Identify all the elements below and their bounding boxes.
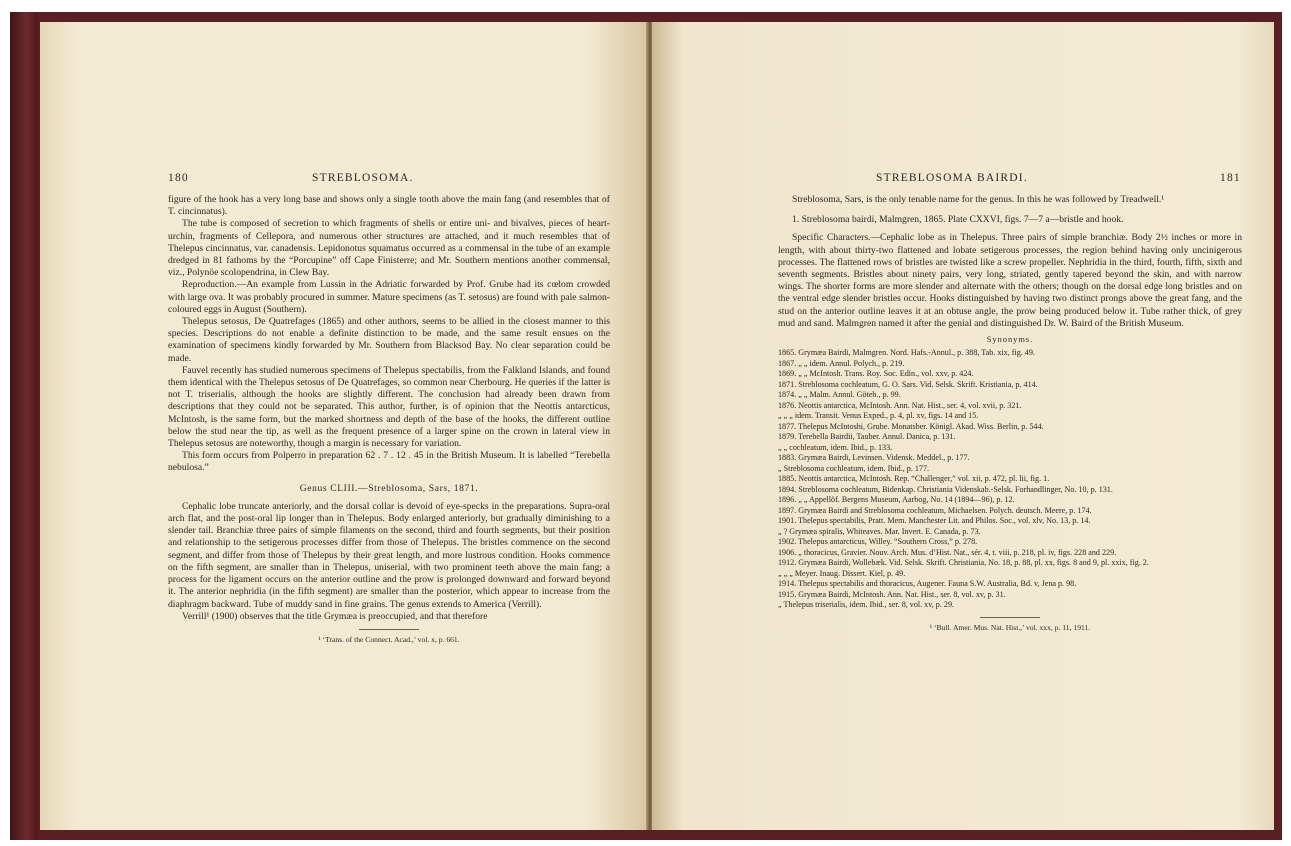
synonym-entry: 1885. Neottis antarctica, McIntosh. Rep. “Challenger,” vol. xii, p. 472, pl. lii, fig. 1. — [778, 474, 1050, 484]
synonym-entry: 1877. Thelepus McIntoshi, Grube. Monatsber. Königl. Akad. Wiss. Berlin, p. 544. — [778, 421, 1044, 431]
paragraph: Thelepus setosus, De Quatrefages (1865) and other authors, seems to be allied in the closest manner to this species. Descriptions do not enable a definite distinction to be made, and the same result ensues on the examination of specimens kindly forwarded by Mr. Southern from Blacksod Bay. No clear separation could be made. — [168, 316, 610, 364]
paragraph: This form occurs from Polperro in preparation 62 . 7 . 12 . 45 in the British Museum. It is labelled “Terebella nebulosa.” — [168, 450, 610, 474]
left-running-head: STREBLOSOMA. — [312, 172, 414, 184]
paragraph: Verrill¹ (1900) observes that the title Grymæa is preoccupied, and that therefore — [182, 610, 488, 622]
synonym-entry: 1869. „ „ McIntosh. Trans. Roy. Soc. Edin., vol. xxv, p. 424. — [778, 369, 974, 379]
synonyms-heading: Synonyms. — [986, 335, 1034, 345]
right-running-head: STREBLOSOMA BAIRDI. — [876, 172, 1028, 184]
book-cover-edge — [10, 12, 38, 840]
synonym-entry: 1879. Terebella Bairdii, Tauber. Annul. Danica, p. 131. — [778, 432, 956, 442]
synonym-entry: 1902. Thelepus antarcticus, Willey. “Southern Cross,” p. 278. — [778, 537, 978, 547]
footnote-rule — [980, 617, 1040, 618]
synonym-entry: 1865. Grymæa Bairdi, Malmgren. Nord. Hafs.-Annul., p. 388, Tab. xix, fig. 49. — [778, 348, 1035, 358]
right-page-number: 181 — [1220, 172, 1241, 184]
paragraph: figure of the hook has a very long base and shows only a single tooth above the main fang (and resembles that of T. cincinnatus). — [168, 194, 610, 218]
species-heading: 1. Streblosoma bairdi, Malmgren, 1865. Plate CXXVI, figs. 7—7 a—bristle and hook. — [792, 214, 1124, 226]
paragraph: Specific Characters.—Cephalic lobe as in Thelepus. Three pairs of simple branchiæ. Body 2½ inches or more in length, with about thirty-two flattened and lobate setigerous processes, the region behind having only uncinigerous processes. The flattened rows of bristles are twisted like a screw propeller. Nephridia in the third, fourth, fifth, sixth and seventh segments. Bristles about ninety pairs, very long, striated, gently tapered beyond the skin, and with narrow wings. The shorter forms are more slender and alternate with the others; though on the dorsal edge long bristles and on the ventral edge slender bristles occur. Hooks distinguished by having two distinct prongs above the great fang, and the stud on the anterior outline leaves it at an obtuse angle, the prow being produced below it. Tube rather thick, of grey mud and sand. Malmgren named it after the genial and distinguished Dr. W. Baird of the British Museum. — [778, 232, 1242, 329]
synonym-entry: 1867. „ „ idem. Annul. Polych., p. 219. — [778, 358, 905, 368]
synonym-list — [778, 348, 1242, 611]
synonym-entry: „ „ cochleatum, idem. Ibid., p. 133. — [778, 442, 893, 452]
synonym-entry: 1871. Streblosoma cochleatum, G. O. Sars. Vid. Selsk. Skrift. Kristiania, p. 414. — [778, 379, 1038, 389]
synonym-entry: 1906. „ thoracicus, Gravier. Nouv. Arch. Mus. d’Hist. Nat., sér. 4, t. viii, p. 218, pl. iv, figs. 228 and 229. — [778, 547, 1117, 557]
synonym-entry: „ „ „ idem. Transit. Venus Exped., p. 4, pl. xv, figs. 14 and 15. — [778, 411, 979, 421]
synonym-entry: 1915. Grymæa Bairdi, McIntosh. Ann. Nat. Hist., ser. 8, vol. xv, p. 31. — [778, 589, 1006, 599]
paragraph: Cephalic lobe truncate anteriorly, and the dorsal collar is devoid of eye-specks in the preparations. Supra-oral arch flat, and the post-oral lip longer than in Thelepus. Body enlarged anteriorly, but gradually diminishing to a slender tail. Branchiæ three pairs of simple filaments on the second, third and fourth segments, but their position and relationship to the setigerous processes differ from those of Thelepus. The bristles commence on the second segment, and differ from those of Thelepus by their great length, and more lustrous condition. Hooks commence on the fifth segment, are smaller than in Thelepus, uniserial, with two prominent teeth above the main fang; a process for the ligament occurs on the anterior outline and the prow is prolonged downward and forward beyond it. The anterior nephridia (in the fifth segment) are smaller than the posterior, which appear to increase from the diaphragm backward. Tube of muddy sand in fine grains. The genus extends to America (Verrill). — [168, 500, 610, 610]
paragraph: Reproduction.—An example from Lussin in the Adriatic forwarded by Prof. Grube had its cœlom crowded with large ova. It was probably procured in summer. Mature specimens (as T. setosus) are found with pale salmon-coloured eggs in August (Southern). — [168, 279, 610, 315]
synonym-entry: „ ? Grymæa spiralis, Whiteaves. Mar. Invert. E. Canada, p. 73. — [778, 526, 981, 536]
synonym-entry: 1883. Grymæa Bairdi, Levinsen. Vidensk. Meddel., p. 177. — [778, 453, 970, 463]
footnote: ¹ ‘Bull. Amer. Mus. Nat. Hist.,’ vol. xxx, p. 11, 1911. — [929, 622, 1091, 632]
synonym-entry: 1914. Thelepus spectabilis and thoracicus, Augener. Fauna S.W. Australia, Bd. v, Jena p. 98. — [778, 579, 1077, 589]
synonym-entry: 1901. Thelepus spectabilis, Pratt. Mem. Manchester Lit. and Philos. Soc., vol. xlv, No. 13, p. 14. — [778, 516, 1091, 526]
synonym-entry: „ Streblosoma cochleatum, idem. Ibid., p. 177. — [778, 463, 930, 473]
paragraph: Fauvel recently has studied numerous specimens of Thelepus spectabilis, from the Falkland Islands, and found them identical with the Thelepus setosus of De Quatrefages, so common near Cherbourg. He queries if the latter is not T. triserialis, although the hooks are slightly different. The conclusion had already been drawn from descriptions that they could not be separated. This author, further, is of opinion that the Neottis antarcticus, McIntosh, is the same form, but the marked shortness and depth of the base of the hooks, the different outline below the stud near the tip, as well as the frequent presence of a larger spine on the crown in lateral view in Thelepus setosus are noteworthy, though a margin is necessary for variation. — [168, 364, 610, 450]
synonym-entry: 1897. Grymæa Bairdi and Streblosoma cochleatum, Michaelsen. Polych. deutsch. Meere, p. 174. — [778, 505, 1092, 515]
synonym-entry: „ „ „ Meyer. Inaug. Dissert. Kiel, p. 49. — [778, 568, 906, 578]
paragraph: Streblosoma, Sars, is the only tenable name for the genus. In this he was followed by Treadwell.¹ — [792, 194, 1165, 205]
left-page — [40, 22, 648, 830]
footnote: ¹ ‘Trans. of the Connect. Acad.,’ vol. x, p. 661. — [318, 634, 460, 644]
synonym-entry: 1896. „ „ Appellöf. Bergens Museum, Aarbog, No. 14 (1894—96), p. 12. — [778, 495, 1015, 505]
synonym-entry: „ Thelepus triserialis, idem. Ibid., ser. 8, vol. xv, p. 29. — [778, 600, 955, 610]
synonym-entry: 1894. Streblosoma cochleatum, Bidenkap. Christiania Videnskab.-Selsk. Forhandlinger, No. 10, p. 131. — [778, 484, 1113, 494]
synonym-entry: 1876. Neottis antarctica, McIntosh. Ann. Nat. Hist., ser. 4, vol. xvii, p. 321. — [778, 400, 1022, 410]
right-page-body — [778, 194, 1242, 634]
synonym-entry: 1874. „ „ Malm. Annul. Göteb., p. 99. — [778, 390, 901, 400]
right-page — [652, 22, 1274, 830]
left-page-number: 180 — [168, 172, 189, 184]
left-page-body — [168, 194, 610, 646]
synonym-entry: 1912. Grymæa Bairdi, Wollebæk. Vid. Selsk. Skrift. Christiania, No. 18, p. 88, pl. xx, figs. 8 and 9, pl. xxix, fig. 2. — [778, 558, 1149, 568]
paragraph: The tube is composed of secretion to which fragments of shells or entire uni- and bivalves, pieces of heart-urchin, fragments of Cellepora, and numerous other structures are attached, and it much resembles that of Thelepus cincinnatus, var. canadensis. Lepidonotus squamatus occurred as a commensal in the tube of an example dredged in 81 fathoms by the “Porcupine” off Cape Finisterre; and Mr. Southern mentions another commensal, viz., Polynöe scolopendrina, in Clew Bay. — [168, 218, 610, 279]
genus-heading: Genus CLIII.—Streblosoma, Sars, 1871. — [299, 482, 479, 494]
footnote-rule — [359, 629, 419, 630]
